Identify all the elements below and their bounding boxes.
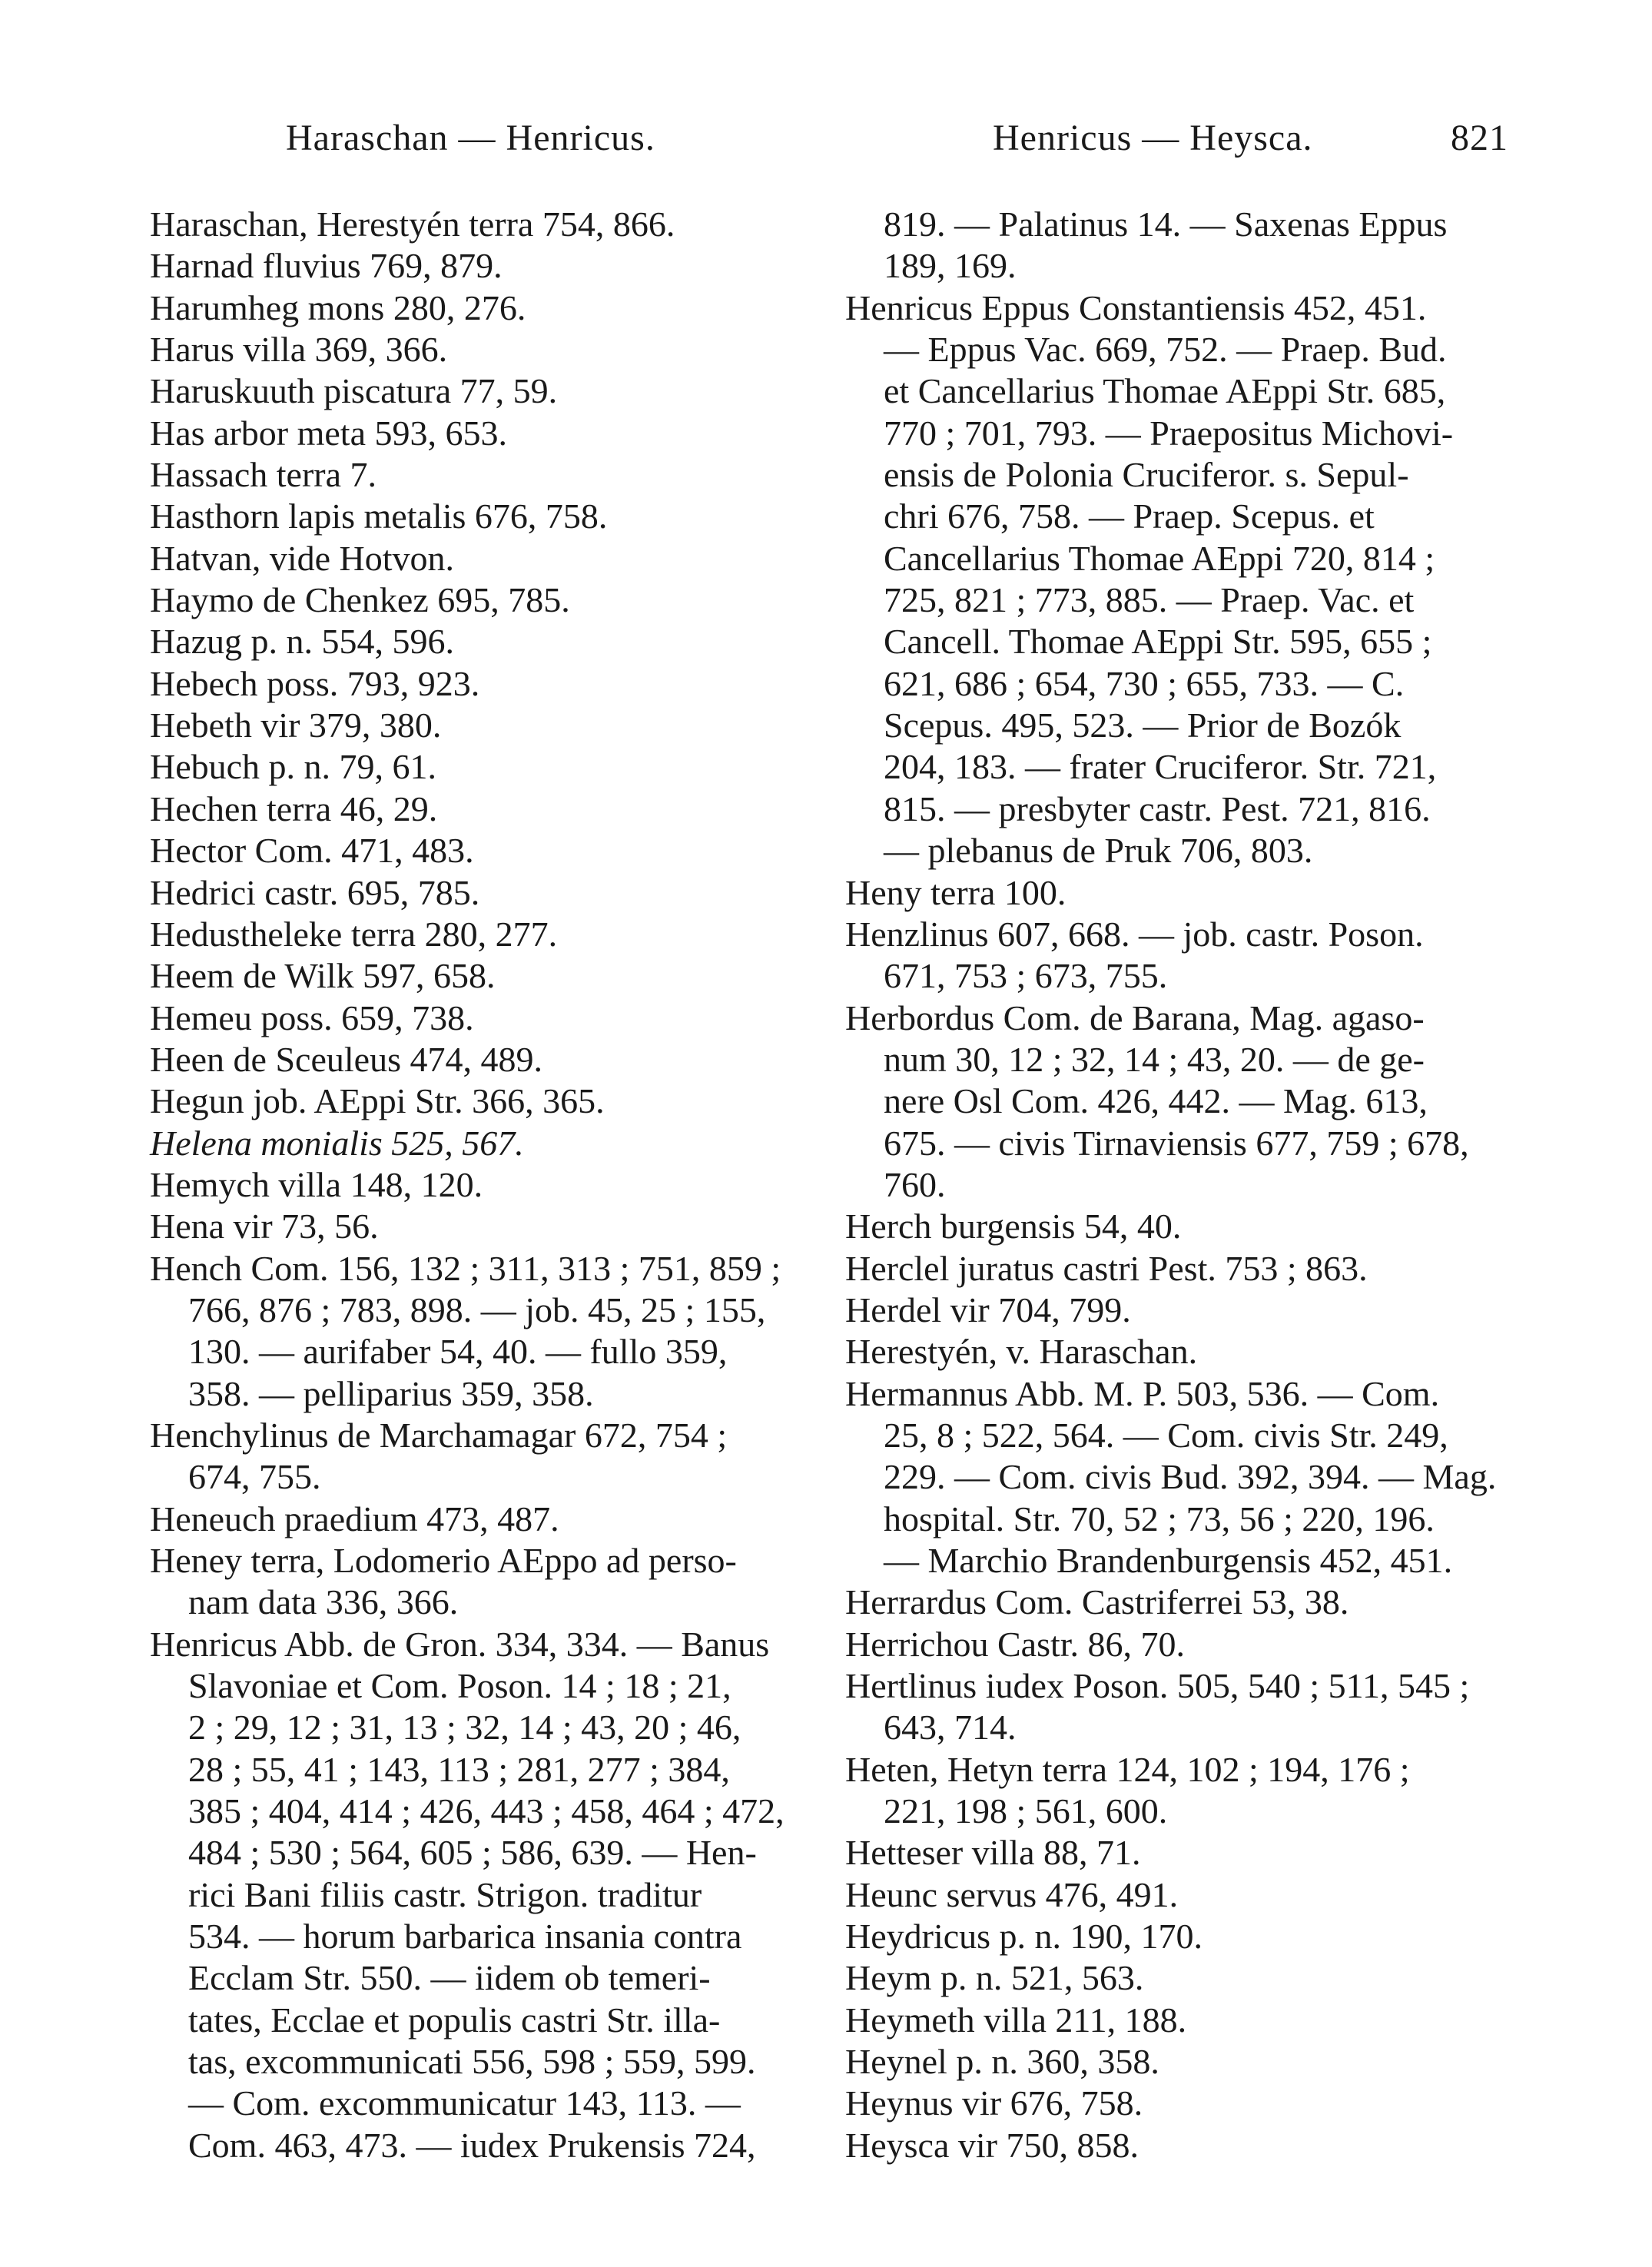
- index-entry: Hedrici castr. 695, 785.: [150, 872, 480, 912]
- index-entry: Heneuch praedium 473, 487.: [150, 1499, 559, 1538]
- page-number: 821: [1451, 118, 1508, 158]
- index-entry-continuation: — Com. excommunicatur 143, 113. —: [188, 2083, 741, 2123]
- index-entry-continuation: 675. — civis Tirnaviensis 677, 759 ; 678,: [884, 1123, 1469, 1163]
- index-entry: Hermannus Abb. M. P. 503, 536. — Com.: [845, 1373, 1440, 1413]
- index-entry: Herrardus Com. Castriferrei 53, 38.: [845, 1582, 1349, 1622]
- index-entry-continuation: ensis de Polonia Cruciferor. s. Sepul-: [884, 455, 1409, 495]
- index-entry: Harus villa 369, 366.: [150, 330, 448, 370]
- index-entry: Henricus Eppus Constantiensis 452, 451.: [845, 287, 1427, 327]
- index-entry: Hasthorn lapis metalis 676, 758.: [150, 496, 608, 536]
- index-entry: Herbordus Com. de Barana, Mag. agaso-: [845, 997, 1425, 1037]
- index-entry: Hedustheleke terra 280, 277.: [150, 914, 558, 954]
- index-entry: Hazug p. n. 554, 596.: [150, 622, 455, 662]
- index-entry: Has arbor meta 593, 653.: [150, 413, 507, 453]
- index-entry-continuation: Cancellarius Thomae AEppi 720, 814 ;: [884, 538, 1435, 578]
- left-column: [150, 204, 785, 2166]
- index-entry: Hebech poss. 793, 923.: [150, 663, 480, 703]
- index-entry: Heysca vir 750, 858.: [845, 2125, 1139, 2165]
- index-entry-continuation: — Eppus Vac. 669, 752. — Praep. Bud.: [884, 330, 1447, 370]
- index-entry: Hena vir 73, 56.: [150, 1207, 379, 1246]
- index-entry-continuation: 766, 876 ; 783, 898. — job. 45, 25 ; 155,: [188, 1290, 766, 1329]
- index-entry-continuation: 229. — Com. civis Bud. 392, 394. — Mag.: [884, 1457, 1497, 1497]
- index-entry-continuation: 2 ; 29, 12 ; 31, 13 ; 32, 14 ; 43, 20 ; 46,: [188, 1708, 741, 1748]
- index-entry-continuation: chri 676, 758. — Praep. Scepus. et: [884, 496, 1375, 536]
- index-entry-continuation: — Marchio Brandenburgensis 452, 451.: [884, 1541, 1453, 1580]
- index-entry: Heem de Wilk 597, 658.: [150, 956, 496, 996]
- index-entry: Hector Com. 471, 483.: [150, 831, 474, 871]
- index-entry-continuation: 819. — Palatinus 14. — Saxenas Eppus: [884, 204, 1448, 244]
- index-entry-continuation: tates, Ecclae et populis castri Str. illa-: [188, 2000, 721, 2040]
- index-entry-continuation: 28 ; 55, 41 ; 143, 113 ; 281, 277 ; 384,: [188, 1749, 730, 1789]
- index-entry: Hertlinus iudex Poson. 505, 540 ; 511, 545 ;: [845, 1666, 1470, 1706]
- index-entry: Heynus vir 676, 758.: [845, 2083, 1143, 2123]
- index-entry: Herdel vir 704, 799.: [845, 1290, 1131, 1329]
- index-entry-continuation: 130. — aurifaber 54, 40. — fullo 359,: [188, 1332, 728, 1372]
- index-entry-continuation: num 30, 12 ; 32, 14 ; 43, 20. — de ge-: [884, 1039, 1425, 1079]
- index-entry: Haruskuuth piscatura 77, 59.: [150, 371, 558, 411]
- running-head-left: Haraschan — Henricus.: [286, 118, 655, 158]
- index-entry: Herestyén, v. Haraschan.: [845, 1332, 1198, 1372]
- index-entry-continuation: rici Bani filiis castr. Strigon. traditur: [188, 1874, 702, 1914]
- index-entry: Haymo de Chenkez 695, 785.: [150, 580, 570, 620]
- index-entry: Herclel juratus castri Pest. 753 ; 863.: [845, 1248, 1368, 1288]
- index-entry-continuation: 725, 821 ; 773, 885. — Praep. Vac. et: [884, 580, 1415, 620]
- index-entry-continuation: 358. — pelliparius 359, 358.: [188, 1373, 594, 1413]
- index-entry: Hebuch p. n. 79, 61.: [150, 747, 437, 787]
- index-entry-continuation: Ecclam Str. 550. — iidem ob temeri-: [188, 1958, 711, 1998]
- index-entry-continuation: 534. — horum barbarica insania contra: [188, 1917, 742, 1957]
- index-entry: Haraschan, Herestyén terra 754, 866.: [150, 204, 675, 244]
- index-entry: Hegun job. AEppi Str. 366, 365.: [150, 1081, 605, 1121]
- index-entry: Herch burgensis 54, 40.: [845, 1207, 1182, 1246]
- index-entry: Heney terra, Lodomerio AEppo ad perso-: [150, 1541, 737, 1580]
- index-entry: Heunc servus 476, 491.: [845, 1874, 1179, 1914]
- index-entry: Helena monialis 525, 567.: [150, 1123, 524, 1163]
- index-entry-continuation: 25, 8 ; 522, 564. — Com. civis Str. 249,: [884, 1415, 1448, 1455]
- index-entry: Heynel p. n. 360, 358.: [845, 2042, 1159, 2082]
- index-entry: Heymeth villa 211, 188.: [845, 2000, 1187, 2040]
- index-entry-continuation: 189, 169.: [884, 246, 1017, 286]
- index-entry: Heen de Sceuleus 474, 489.: [150, 1039, 542, 1079]
- index-entry: Henzlinus 607, 668. — job. castr. Poson.: [845, 914, 1424, 954]
- index-entry-continuation: 770 ; 701, 793. — Praepositus Michovi-: [884, 413, 1454, 453]
- index-entry: Henricus Abb. de Gron. 334, 334. — Banus: [150, 1624, 770, 1664]
- index-entry-continuation: 221, 198 ; 561, 600.: [884, 1791, 1168, 1831]
- index-entry: Hechen terra 46, 29.: [150, 788, 438, 828]
- index-entry-continuation: Scepus. 495, 523. — Prior de Bozók: [884, 705, 1402, 745]
- index-entry-continuation: 643, 714.: [884, 1708, 1017, 1748]
- index-entry: Hebeth vir 379, 380.: [150, 705, 442, 745]
- index-entry-continuation: nere Osl Com. 426, 442. — Mag. 613,: [884, 1081, 1428, 1121]
- index-entry-continuation: 484 ; 530 ; 564, 605 ; 586, 639. — Hen-: [188, 1833, 757, 1873]
- index-entry-continuation: Slavoniae et Com. Poson. 14 ; 18 ; 21,: [188, 1666, 731, 1706]
- index-entry-continuation: nam data 336, 366.: [188, 1582, 459, 1622]
- index-entry: Hemych villa 148, 120.: [150, 1164, 483, 1204]
- index-entry-continuation: tas, excommunicati 556, 598 ; 559, 599.: [188, 2042, 756, 2082]
- index-entry: Heydricus p. n. 190, 170.: [845, 1917, 1203, 1957]
- index-entry-continuation: 815. — presbyter castr. Pest. 721, 816.: [884, 788, 1431, 828]
- index-entry-continuation: 671, 753 ; 673, 755.: [884, 956, 1168, 996]
- index-entry-continuation: 760.: [884, 1164, 946, 1204]
- index-entry: Henchylinus de Marchamagar 672, 754 ;: [150, 1415, 728, 1455]
- index-entry-continuation: Com. 463, 473. — iudex Prukensis 724,: [188, 2125, 756, 2165]
- index-entry-continuation: Cancell. Thomae AEppi Str. 595, 655 ;: [884, 622, 1432, 662]
- index-entry: Heten, Hetyn terra 124, 102 ; 194, 176 ;: [845, 1749, 1410, 1789]
- index-entry: Hetteser villa 88, 71.: [845, 1833, 1141, 1873]
- index-entry: Herrichou Castr. 86, 70.: [845, 1624, 1186, 1664]
- index-entry: Hemeu poss. 659, 738.: [150, 997, 474, 1037]
- index-entry-continuation: et Cancellarius Thomae AEppi Str. 685,: [884, 371, 1446, 411]
- index-entry: Hatvan, vide Hotvon.: [150, 538, 455, 578]
- index-entry: Harnad fluvius 769, 879.: [150, 246, 503, 286]
- index-entry: Heym p. n. 521, 563.: [845, 1958, 1144, 1998]
- index-entry-continuation: hospital. Str. 70, 52 ; 73, 56 ; 220, 196.: [884, 1499, 1435, 1538]
- running-head-right: Henricus — Heysca.: [993, 118, 1313, 158]
- index-entry: Hench Com. 156, 132 ; 311, 313 ; 751, 859 ;: [150, 1248, 781, 1288]
- index-entry-continuation: 674, 755.: [188, 1457, 321, 1497]
- index-entry: Harumheg mons 280, 276.: [150, 287, 526, 327]
- index-entry: Hassach terra 7.: [150, 455, 377, 495]
- index-entry-continuation: 621, 686 ; 654, 730 ; 655, 733. — C.: [884, 663, 1405, 703]
- index-entry: Heny terra 100.: [845, 872, 1067, 912]
- right-column: [845, 204, 1496, 2166]
- index-entry-continuation: — plebanus de Pruk 706, 803.: [884, 831, 1313, 871]
- index-entry-continuation: 385 ; 404, 414 ; 426, 443 ; 458, 464 ; 472,: [188, 1791, 785, 1831]
- index-entry-continuation: 204, 183. — frater Cruciferor. Str. 721,: [884, 747, 1437, 787]
